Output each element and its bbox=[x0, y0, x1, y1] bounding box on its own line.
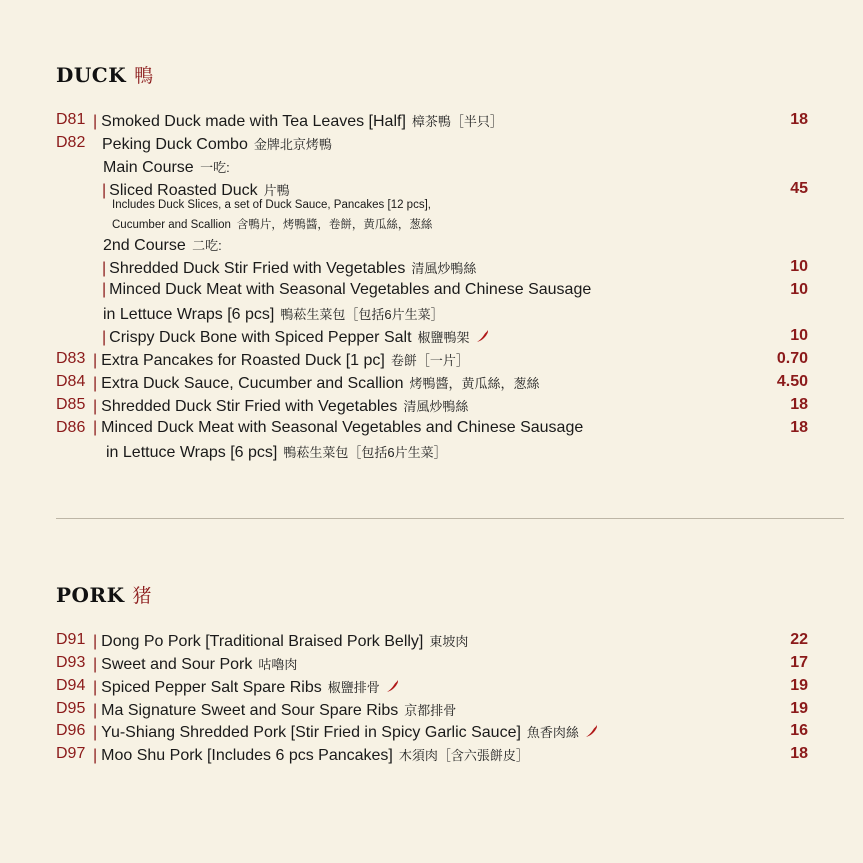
item-price: 0.70 bbox=[776, 350, 808, 367]
item-price: 18 bbox=[790, 396, 808, 413]
item-code: D95 bbox=[56, 700, 86, 717]
includes-line-1: Includes Duck Slices, a set of Duck Sauce, Pancakes [12 pcs], bbox=[112, 199, 431, 211]
main-course-heading: Main Course 一吃: bbox=[103, 159, 230, 176]
separator: | bbox=[93, 398, 98, 415]
menu-item-d95: D95 | Ma Signature Sweet and Sour Spare Ribs 京都排骨 19 bbox=[56, 700, 808, 719]
section-divider bbox=[56, 518, 844, 519]
second-course-heading: 2nd Course 二吃: bbox=[103, 237, 222, 254]
duck-title-text: DUCK bbox=[56, 63, 127, 87]
separator: | bbox=[93, 113, 98, 130]
item-price: 19 bbox=[790, 700, 808, 717]
sub-item-shredded-duck: | Shredded Duck Stir Fried with Vegetables 清風炒鴨絲 10 bbox=[102, 258, 808, 277]
item-code: D81 bbox=[56, 111, 86, 128]
separator: | bbox=[93, 702, 98, 719]
menu-item-d93: D93 | Sweet and Sour Pork 咕嚕肉 17 bbox=[56, 654, 808, 673]
separator: | bbox=[102, 260, 107, 277]
sub-item-minced-duck-cont: in Lettuce Wraps [6 pcs] 鴨菘生菜包［包括6片生菜］ bbox=[103, 306, 444, 323]
menu-item-d82 bbox=[56, 134, 808, 157]
sub-item-sliced-duck: | Sliced Roasted Duck 片鴨 45 bbox=[102, 180, 808, 199]
item-price: 18 bbox=[790, 745, 808, 762]
item-code: D91 bbox=[56, 631, 86, 648]
item-code: D96 bbox=[56, 722, 86, 739]
item-name: | Smoked Duck made with Tea Leaves [Half] 樟茶鴨［半只］ bbox=[93, 113, 503, 130]
item-code: D86 bbox=[56, 419, 86, 436]
item-price: 19 bbox=[790, 677, 808, 694]
chili-pepper-icon bbox=[476, 329, 490, 343]
menu-item-d83: D83 | Extra Pancakes for Roasted Duck [1 pc] 卷餅［一片］ 0.70 bbox=[56, 350, 808, 369]
item-price: 18 bbox=[790, 111, 808, 128]
item-code: D82 bbox=[56, 134, 86, 151]
separator: | bbox=[93, 724, 98, 741]
separator: | bbox=[93, 419, 98, 436]
menu-item-d85: D85 | Shredded Duck Stir Fried with Vegetables 清風炒鴨絲 18 bbox=[56, 396, 808, 415]
item-price: 45 bbox=[790, 180, 808, 197]
pork-title-zh: 猪 bbox=[132, 585, 152, 607]
pork-section-title bbox=[56, 581, 152, 608]
item-code: D84 bbox=[56, 373, 86, 390]
sub-item-minced-duck: | Minced Duck Meat with Seasonal Vegetables and Chinese Sausage 10 bbox=[102, 281, 808, 298]
item-code: D97 bbox=[56, 745, 86, 762]
menu-item-d97: D97 | Moo Shu Pork [Includes 6 pcs Pancakes] 木須肉［含六張餅皮］ 18 bbox=[56, 745, 808, 764]
includes-line-2: Cucumber and Scallion 含鴨片，烤鴨醬，卷餅，黄瓜絲，葱絲 bbox=[112, 219, 433, 231]
menu-item-d94: D94 | Spiced Pepper Salt Spare Ribs 椒鹽排骨 19 bbox=[56, 677, 808, 696]
separator: | bbox=[93, 656, 98, 673]
separator: | bbox=[102, 182, 107, 199]
menu-item-d81 bbox=[56, 111, 808, 134]
item-code: D94 bbox=[56, 677, 86, 694]
chili-pepper-icon bbox=[386, 679, 400, 693]
item-code: D85 bbox=[56, 396, 86, 413]
chili-pepper-icon bbox=[585, 724, 599, 738]
item-code: D93 bbox=[56, 654, 86, 671]
menu-item-d91: D91 | Dong Po Pork [Traditional Braised Pork Belly] 東坡肉 22 bbox=[56, 631, 808, 650]
item-price: 18 bbox=[790, 419, 808, 436]
separator: | bbox=[93, 747, 98, 764]
item-name: Peking Duck Combo 金牌北京烤鴨 bbox=[102, 136, 332, 153]
item-price: 22 bbox=[790, 631, 808, 648]
duck-section-title bbox=[56, 61, 154, 88]
separator: | bbox=[93, 679, 98, 696]
separator: | bbox=[93, 633, 98, 650]
menu-item-d86: D86 | Minced Duck Meat with Seasonal Vegetables and Chinese Sausage 18 bbox=[56, 419, 808, 436]
sub-item-crispy-duck-bone: | Crispy Duck Bone with Spiced Pepper Salt 椒鹽鴨架 10 bbox=[102, 327, 808, 346]
item-price: 10 bbox=[790, 258, 808, 275]
item-price: 4.50 bbox=[776, 373, 808, 390]
item-code: D83 bbox=[56, 350, 86, 367]
menu-item-d84: D84 | Extra Duck Sauce, Cucumber and Scallion 烤鴨醬，黄瓜絲，葱絲 4.50 bbox=[56, 373, 808, 392]
menu-item-d96: D96 | Yu-Shiang Shredded Pork [Stir Fried in Spicy Garlic Sauce] 魚香肉絲 16 bbox=[56, 722, 808, 741]
pork-title-text: PORK bbox=[56, 583, 125, 607]
duck-title-zh: 鴨 bbox=[134, 65, 154, 87]
item-price: 10 bbox=[790, 327, 808, 344]
separator: | bbox=[93, 352, 98, 369]
separator: | bbox=[102, 281, 107, 298]
menu-item-d86-cont: in Lettuce Wraps [6 pcs] 鴨菘生菜包［包括6片生菜］ bbox=[106, 444, 447, 461]
separator: | bbox=[93, 375, 98, 392]
item-price: 16 bbox=[790, 722, 808, 739]
item-price: 10 bbox=[790, 281, 808, 298]
separator: | bbox=[102, 329, 107, 346]
item-price: 17 bbox=[790, 654, 808, 671]
